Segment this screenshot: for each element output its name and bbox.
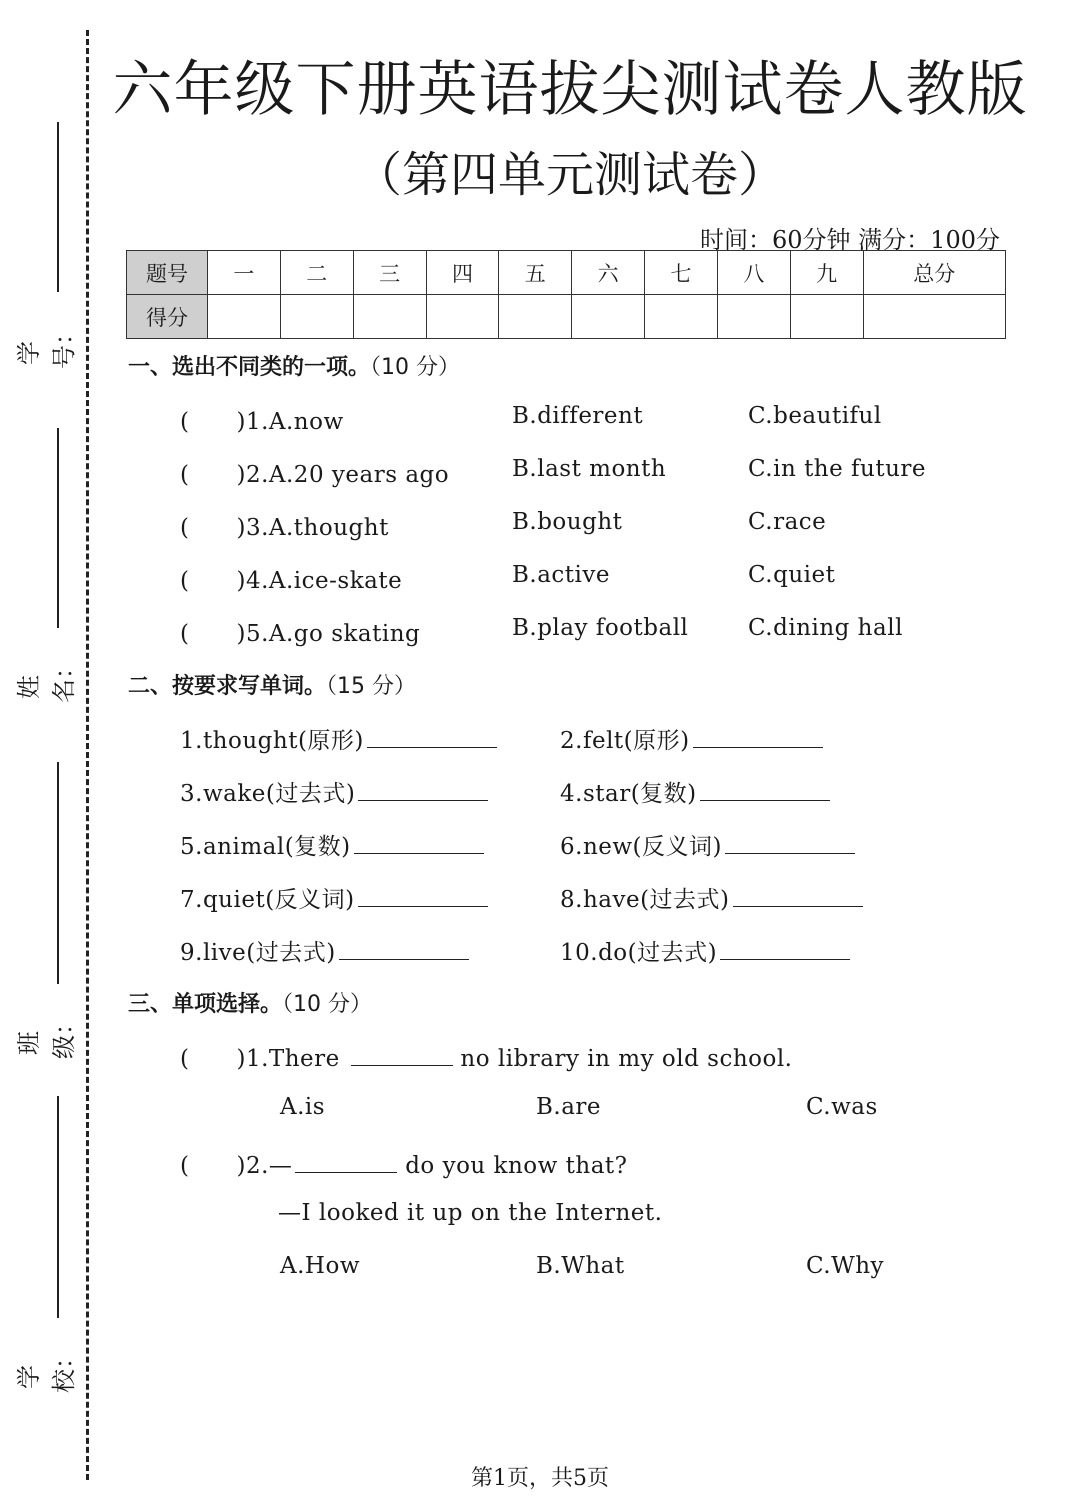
score-cell[interactable] (717, 295, 790, 339)
question-number: ( )2.— (180, 1153, 293, 1179)
answer-blank[interactable] (354, 831, 484, 854)
table-cell: 六 (572, 251, 645, 295)
word-prompt: 7.quiet(反义词) (180, 887, 355, 913)
option-b: B.bought (512, 509, 623, 535)
word-prompt: 4.star(复数) (560, 781, 697, 807)
list-item (180, 775, 488, 808)
option-c: C.Why (806, 1253, 885, 1279)
answer-blank[interactable] (725, 831, 855, 854)
list-item (560, 722, 823, 755)
list-item (180, 881, 488, 914)
score-cell[interactable] (208, 295, 281, 339)
binding-dashed-line (86, 30, 89, 1480)
answer-blank[interactable] (358, 778, 488, 801)
answer-blank[interactable] (693, 725, 823, 748)
section-3-title: 三、单项选择。 (128, 992, 283, 1017)
list-item (180, 1040, 793, 1073)
page-title: 六年级下册英语拔尖测试卷人教版 (112, 55, 1028, 125)
score-cell[interactable] (353, 295, 426, 339)
table-cell: 五 (499, 251, 572, 295)
option-a: A.is (280, 1094, 326, 1120)
word-prompt: 8.have(过去式) (560, 887, 730, 913)
question-number: ( )1.There (180, 1046, 340, 1072)
list-item: ( )3.A.thought (180, 515, 389, 541)
class-label: 班级： (15, 1011, 78, 1059)
name-line (57, 428, 59, 628)
score-table (126, 250, 1006, 339)
option-c: C.in the future (748, 456, 927, 482)
option-b: B.are (536, 1094, 602, 1120)
option-b: B.play football (512, 615, 689, 641)
list-item: ( )5.A.go skating (180, 621, 421, 647)
table-cell: 四 (426, 251, 499, 295)
word-prompt: 5.animal(复数) (180, 834, 351, 860)
option-a: A.How (280, 1253, 361, 1279)
option-c: C.quiet (748, 562, 836, 588)
page-subtitle: （第四单元测试卷） (353, 147, 786, 203)
score-cell[interactable] (280, 295, 353, 339)
option-c: C.dining hall (748, 615, 903, 641)
word-prompt: 9.live(过去式) (180, 940, 336, 966)
table-cell: 二 (280, 251, 353, 295)
section-2-title: 二、按要求写单词。 (128, 674, 327, 699)
score-cell[interactable] (426, 295, 499, 339)
word-prompt: 2.felt(原形) (560, 728, 690, 754)
option-b: B.different (512, 403, 644, 429)
list-item (560, 934, 850, 967)
question-reply: —I looked it up on the Internet. (278, 1200, 663, 1226)
name-label: 姓名： (15, 655, 78, 703)
table-cell: 总分 (863, 251, 1005, 295)
word-prompt: 3.wake(过去式) (180, 781, 356, 807)
score-cell[interactable] (863, 295, 1005, 339)
table-cell: 题号 (127, 251, 208, 295)
word-prompt: 10.do(过去式) (560, 940, 718, 966)
option-b: B.last month (512, 456, 667, 482)
score-cell[interactable] (645, 295, 718, 339)
school-label: 学校： (15, 1345, 78, 1393)
list-item (180, 828, 484, 861)
answer-blank[interactable] (358, 884, 488, 907)
time-and-score-info: 时间：60分钟 满分：100分 (700, 226, 1000, 254)
answer-blank[interactable] (367, 725, 497, 748)
option-c: C.beautiful (748, 403, 882, 429)
list-item: ( )1.A.now (180, 409, 344, 435)
option-c: C.race (748, 509, 827, 535)
list-item (560, 775, 830, 808)
score-cell[interactable] (499, 295, 572, 339)
list-item: ( )4.A.ice-skate (180, 568, 403, 594)
score-table-header-row (127, 251, 1006, 295)
question-text: no library in my old school. (460, 1046, 793, 1072)
table-cell: 三 (353, 251, 426, 295)
section-2-points: （15 分） (326, 674, 417, 699)
answer-blank[interactable] (351, 1043, 453, 1066)
score-cell[interactable] (572, 295, 645, 339)
school-line (57, 1096, 59, 1318)
option-b: B.What (536, 1253, 625, 1279)
class-line (57, 762, 59, 984)
list-item (180, 1147, 628, 1180)
option-c: C.was (806, 1094, 878, 1120)
section-2-heading (128, 669, 416, 700)
table-cell: 七 (645, 251, 718, 295)
list-item (560, 828, 855, 861)
answer-blank[interactable] (700, 778, 830, 801)
answer-blank[interactable] (339, 937, 469, 960)
option-b: B.active (512, 562, 611, 588)
score-table-score-row (127, 295, 1006, 339)
student-id-label: 学号： (15, 321, 78, 369)
list-item (180, 934, 469, 967)
table-cell: 一 (208, 251, 281, 295)
table-cell: 九 (790, 251, 863, 295)
section-3-points: （10 分） (282, 992, 373, 1017)
list-item (180, 722, 497, 755)
answer-blank[interactable] (295, 1150, 397, 1173)
word-prompt: 6.new(反义词) (560, 834, 723, 860)
question-text: do you know that? (405, 1153, 628, 1179)
page-footer: 第1页，共5页 (471, 1466, 609, 1491)
section-1-heading (128, 350, 460, 381)
table-cell: 八 (717, 251, 790, 295)
score-cell[interactable] (790, 295, 863, 339)
answer-blank[interactable] (720, 937, 850, 960)
table-cell: 得分 (127, 295, 208, 339)
section-3-heading (128, 987, 372, 1018)
section-1-title: 一、选出不同类的一项。 (128, 355, 371, 380)
answer-blank[interactable] (733, 884, 863, 907)
list-item (560, 881, 863, 914)
section-1-points: （10 分） (370, 355, 461, 380)
list-item: ( )2.A.20 years ago (180, 462, 450, 488)
word-prompt: 1.thought(原形) (180, 728, 364, 754)
